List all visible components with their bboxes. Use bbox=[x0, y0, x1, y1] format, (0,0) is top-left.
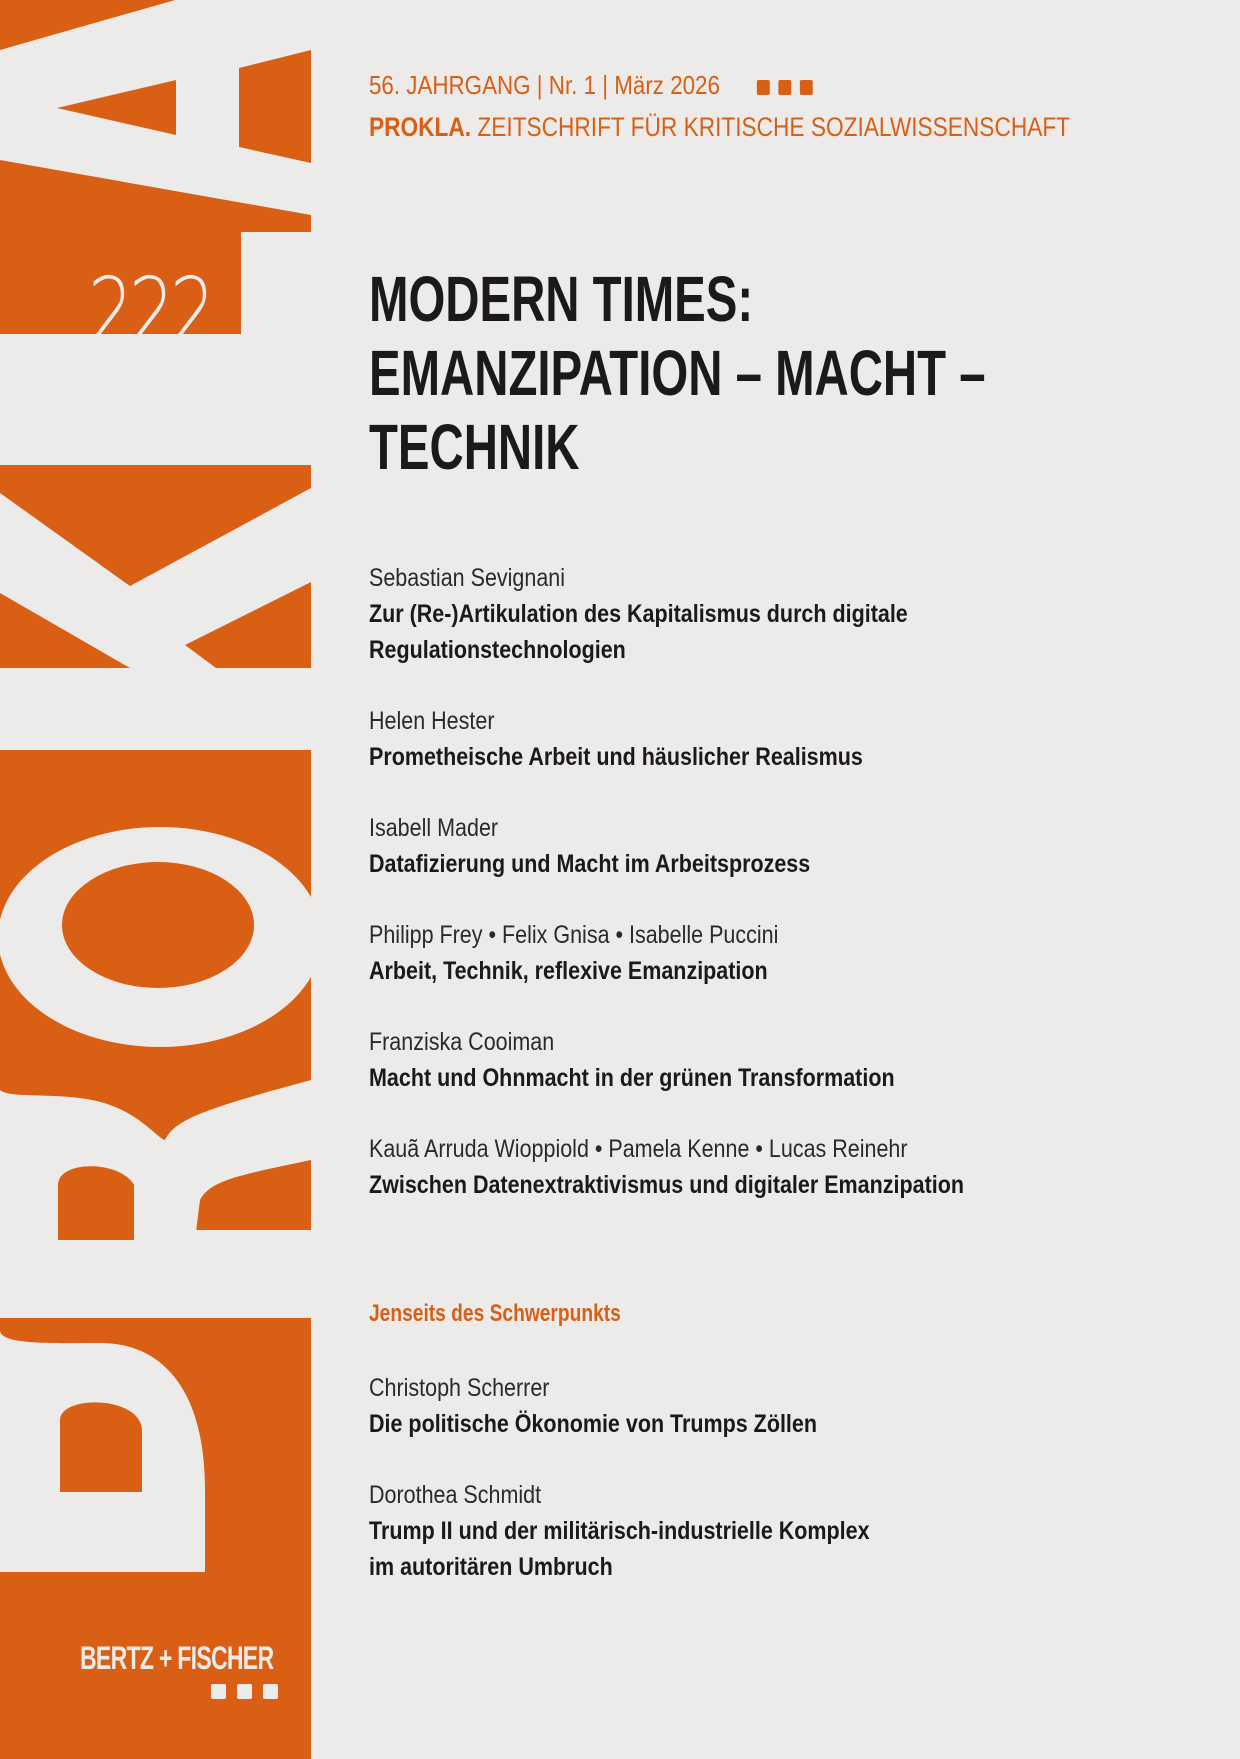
issue-date: März 2026 bbox=[614, 70, 720, 100]
article-title: Regulationstechnologien bbox=[369, 636, 626, 664]
article-title: Die politische Ökonomie von Trumps Zöllen bbox=[369, 1410, 817, 1438]
article-title: Macht und Ohnmacht in der grünen Transformation bbox=[369, 1064, 895, 1092]
article-title: Arbeit, Technik, reflexive Emanzipation bbox=[369, 957, 768, 985]
article-authors: Kauã Arruda Wioppiold • Pamela Kenne • Lucas Reinehr bbox=[369, 1135, 908, 1163]
article-item bbox=[369, 917, 1189, 989]
issue-meta bbox=[369, 70, 813, 101]
article-list bbox=[369, 560, 1189, 1238]
article-title: Prometheische Arbeit und häuslicher Realismus bbox=[369, 743, 863, 771]
title-line: MODERN TIMES: bbox=[369, 263, 754, 335]
article-list-secondary bbox=[369, 1370, 1189, 1620]
article-authors: Christoph Scherrer bbox=[369, 1374, 550, 1402]
publisher-logo: BERTZ + FISCHER bbox=[80, 1640, 274, 1676]
article-title: im autoritären Umbruch bbox=[369, 1553, 613, 1581]
volume: 56. JAHRGANG bbox=[369, 70, 531, 100]
article-authors: Sebastian Sevignani bbox=[369, 564, 566, 592]
article-authors: Helen Hester bbox=[369, 707, 495, 735]
three-squares-icon bbox=[211, 1684, 278, 1699]
article-item bbox=[369, 560, 1189, 668]
separator: | bbox=[602, 70, 609, 100]
subtitle-text: ZEITSCHRIFT FÜR KRITISCHE SOZIALWISSENSCHAFT bbox=[477, 112, 1071, 142]
article-item bbox=[369, 1370, 1189, 1442]
article-item bbox=[369, 1131, 1189, 1203]
article-authors: Franziska Cooiman bbox=[369, 1028, 555, 1056]
article-title: Zur (Re-)Artikulation des Kapitalismus durch digitale bbox=[369, 600, 908, 628]
article-item bbox=[369, 1024, 1189, 1096]
article-authors: Philipp Frey • Felix Gnisa • Isabelle Puccini bbox=[369, 921, 779, 949]
article-title: Trump II und der militärisch-industrielle Komplex bbox=[369, 1517, 870, 1545]
title-line: EMANZIPATION – MACHT – bbox=[369, 337, 986, 409]
article-authors: Isabell Mader bbox=[369, 814, 499, 842]
title-line: TECHNIK bbox=[369, 411, 580, 483]
issue-no: Nr. 1 bbox=[548, 70, 597, 100]
issue-title bbox=[369, 262, 986, 484]
article-item bbox=[369, 703, 1189, 775]
separator: | bbox=[536, 70, 543, 100]
article-item bbox=[369, 810, 1189, 882]
article-authors: Dorothea Schmidt bbox=[369, 1481, 542, 1509]
brand-name: PROKLA. bbox=[369, 112, 472, 142]
article-title: Zwischen Datenextraktivismus und digitaler Emanzipation bbox=[369, 1171, 964, 1199]
article-item bbox=[369, 1477, 1189, 1585]
logo-sidebar bbox=[0, 0, 311, 1759]
three-squares-icon bbox=[757, 80, 813, 95]
article-title: Datafizierung und Macht im Arbeitsprozess bbox=[369, 850, 811, 878]
journal-subtitle bbox=[369, 112, 1070, 143]
section-heading: Jenseits des Schwerpunkts bbox=[369, 1300, 621, 1327]
issue-number: 222 bbox=[88, 258, 211, 365]
